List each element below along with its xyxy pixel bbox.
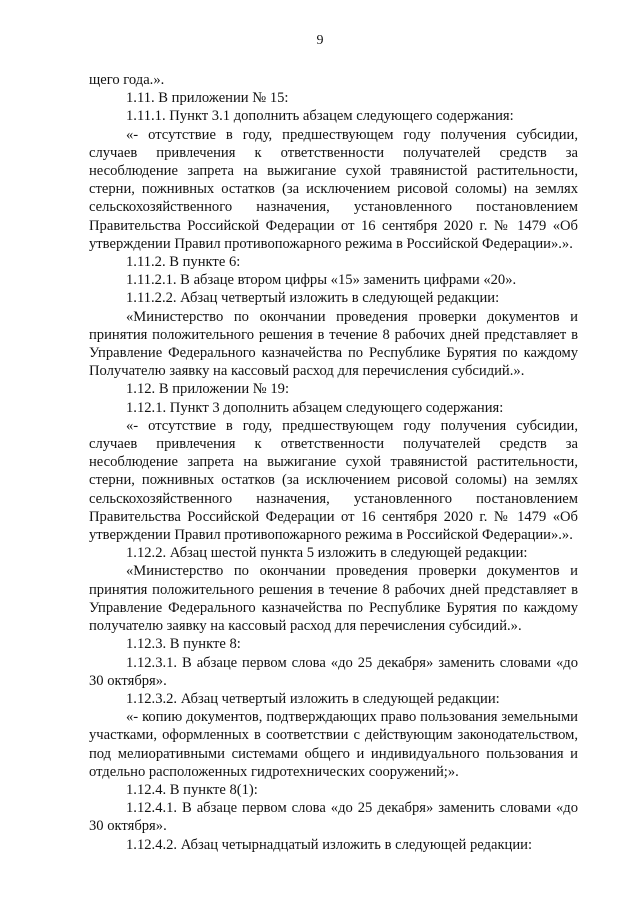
paragraph-section-1-11-2-2: 1.11.2.2. Абзац четвертый изложить в следующей редакции: xyxy=(126,290,500,307)
paragraph-quote-fire-ban-15: «- отсутствие в году, предшествующем году получения субсидии, случаев привлечения к ответственности получателей средств за несоблюдение запрета на выжигание сухой травянистой растительности, стерни, пожнивных остатков (за исключением рисовой соломы) на землях сельскохозяйственного назначения, установленного постановлением Правительства Российской Федерации от 16 сентября 2020 г. № 1479 «Об утверждении Правил противопожарного режима в Российской Федерации».». xyxy=(89,126,578,252)
paragraph-section-1-12-4-1: 1.12.4.1. В абзаце первом слова «до 25 декабря» заменить словами «до 30 октября». xyxy=(89,800,578,835)
paragraph-section-1-12: 1.12. В приложении № 19: xyxy=(126,381,290,398)
paragraph-section-1-12-1: 1.12.1. Пункт 3 дополнить абзацем следующего содержания: xyxy=(126,399,504,416)
paragraph-section-1-12-2: 1.12.2. Абзац шестой пункта 5 изложить в следующей редакции: xyxy=(126,545,528,562)
paragraph-section-1-12-4-2: 1.12.4.2. Абзац четырнадцатый изложить в следующей редакции: xyxy=(126,836,533,853)
paragraph-section-1-12-3-1: 1.12.3.1. В абзаце первом слова «до 25 декабря» заменить словами «до 30 октября». xyxy=(89,654,578,689)
paragraph-continuation: щего года.». xyxy=(89,72,165,88)
paragraph-section-1-12-4: 1.12.4. В пункте 8(1): xyxy=(126,781,258,798)
paragraph-section-1-12-3: 1.12.3. В пункте 8: xyxy=(126,636,241,653)
paragraph-section-1-11: 1.11. В приложении № 15: xyxy=(126,90,289,107)
paragraph-quote-land-documents: «- копию документов, подтверждающих право пользования земельными участками, оформленных в соответствии с действующим законодательством, под мелиоративными системами общего и индивидуального пользования и отдельно расположенных гидротехнических сооружений;». xyxy=(89,709,578,780)
paragraph-section-1-11-1: 1.11.1. Пункт 3.1 дополнить абзацем следующего содержания: xyxy=(126,108,514,125)
page-number: 9 xyxy=(316,33,324,48)
paragraph-section-1-12-3-2: 1.12.3.2. Абзац четвертый изложить в следующей редакции: xyxy=(126,690,500,707)
paragraph-quote-ministry-19: «Министерство по окончании проведения проверки документов и принятия положительного решения в течение 8 рабочих дней представляет в Управление Федерального казначейства по Республике Бурятия по каждому получателю заявку на кассовый расход для перечисления субсидий.». xyxy=(89,563,578,635)
paragraph-section-1-11-2-1: 1.11.2.1. В абзаце втором цифры «15» заменить цифрами «20». xyxy=(126,272,517,289)
paragraph-quote-fire-ban-19: «- отсутствие в году, предшествующем году получения субсидии, случаев привлечения к ответственности получателей средств за несоблюдение запрета на выжигание сухой травянистой растительности, стерни, пожнивных остатков (за исключением рисовой соломы) на землях сельскохозяйственного назначения, установленного постановлением Правительства Российской Федерации от 16 сентября 2020 г. № 1479 «Об утверждении Правил противопожарного режима в Российской Федерации».». xyxy=(89,417,578,544)
paragraph-quote-ministry-15: «Министерство по окончании проведения проверки документов и принятия положительного решения в течение 8 рабочих дней представляет в Управление Федерального казначейства по Республике Бурятия по каждому Получателю заявку на кассовый расход для перечисления субсидий.». xyxy=(89,308,578,380)
paragraph-section-1-11-2: 1.11.2. В пункте 6: xyxy=(126,254,241,271)
document-body xyxy=(89,71,578,854)
